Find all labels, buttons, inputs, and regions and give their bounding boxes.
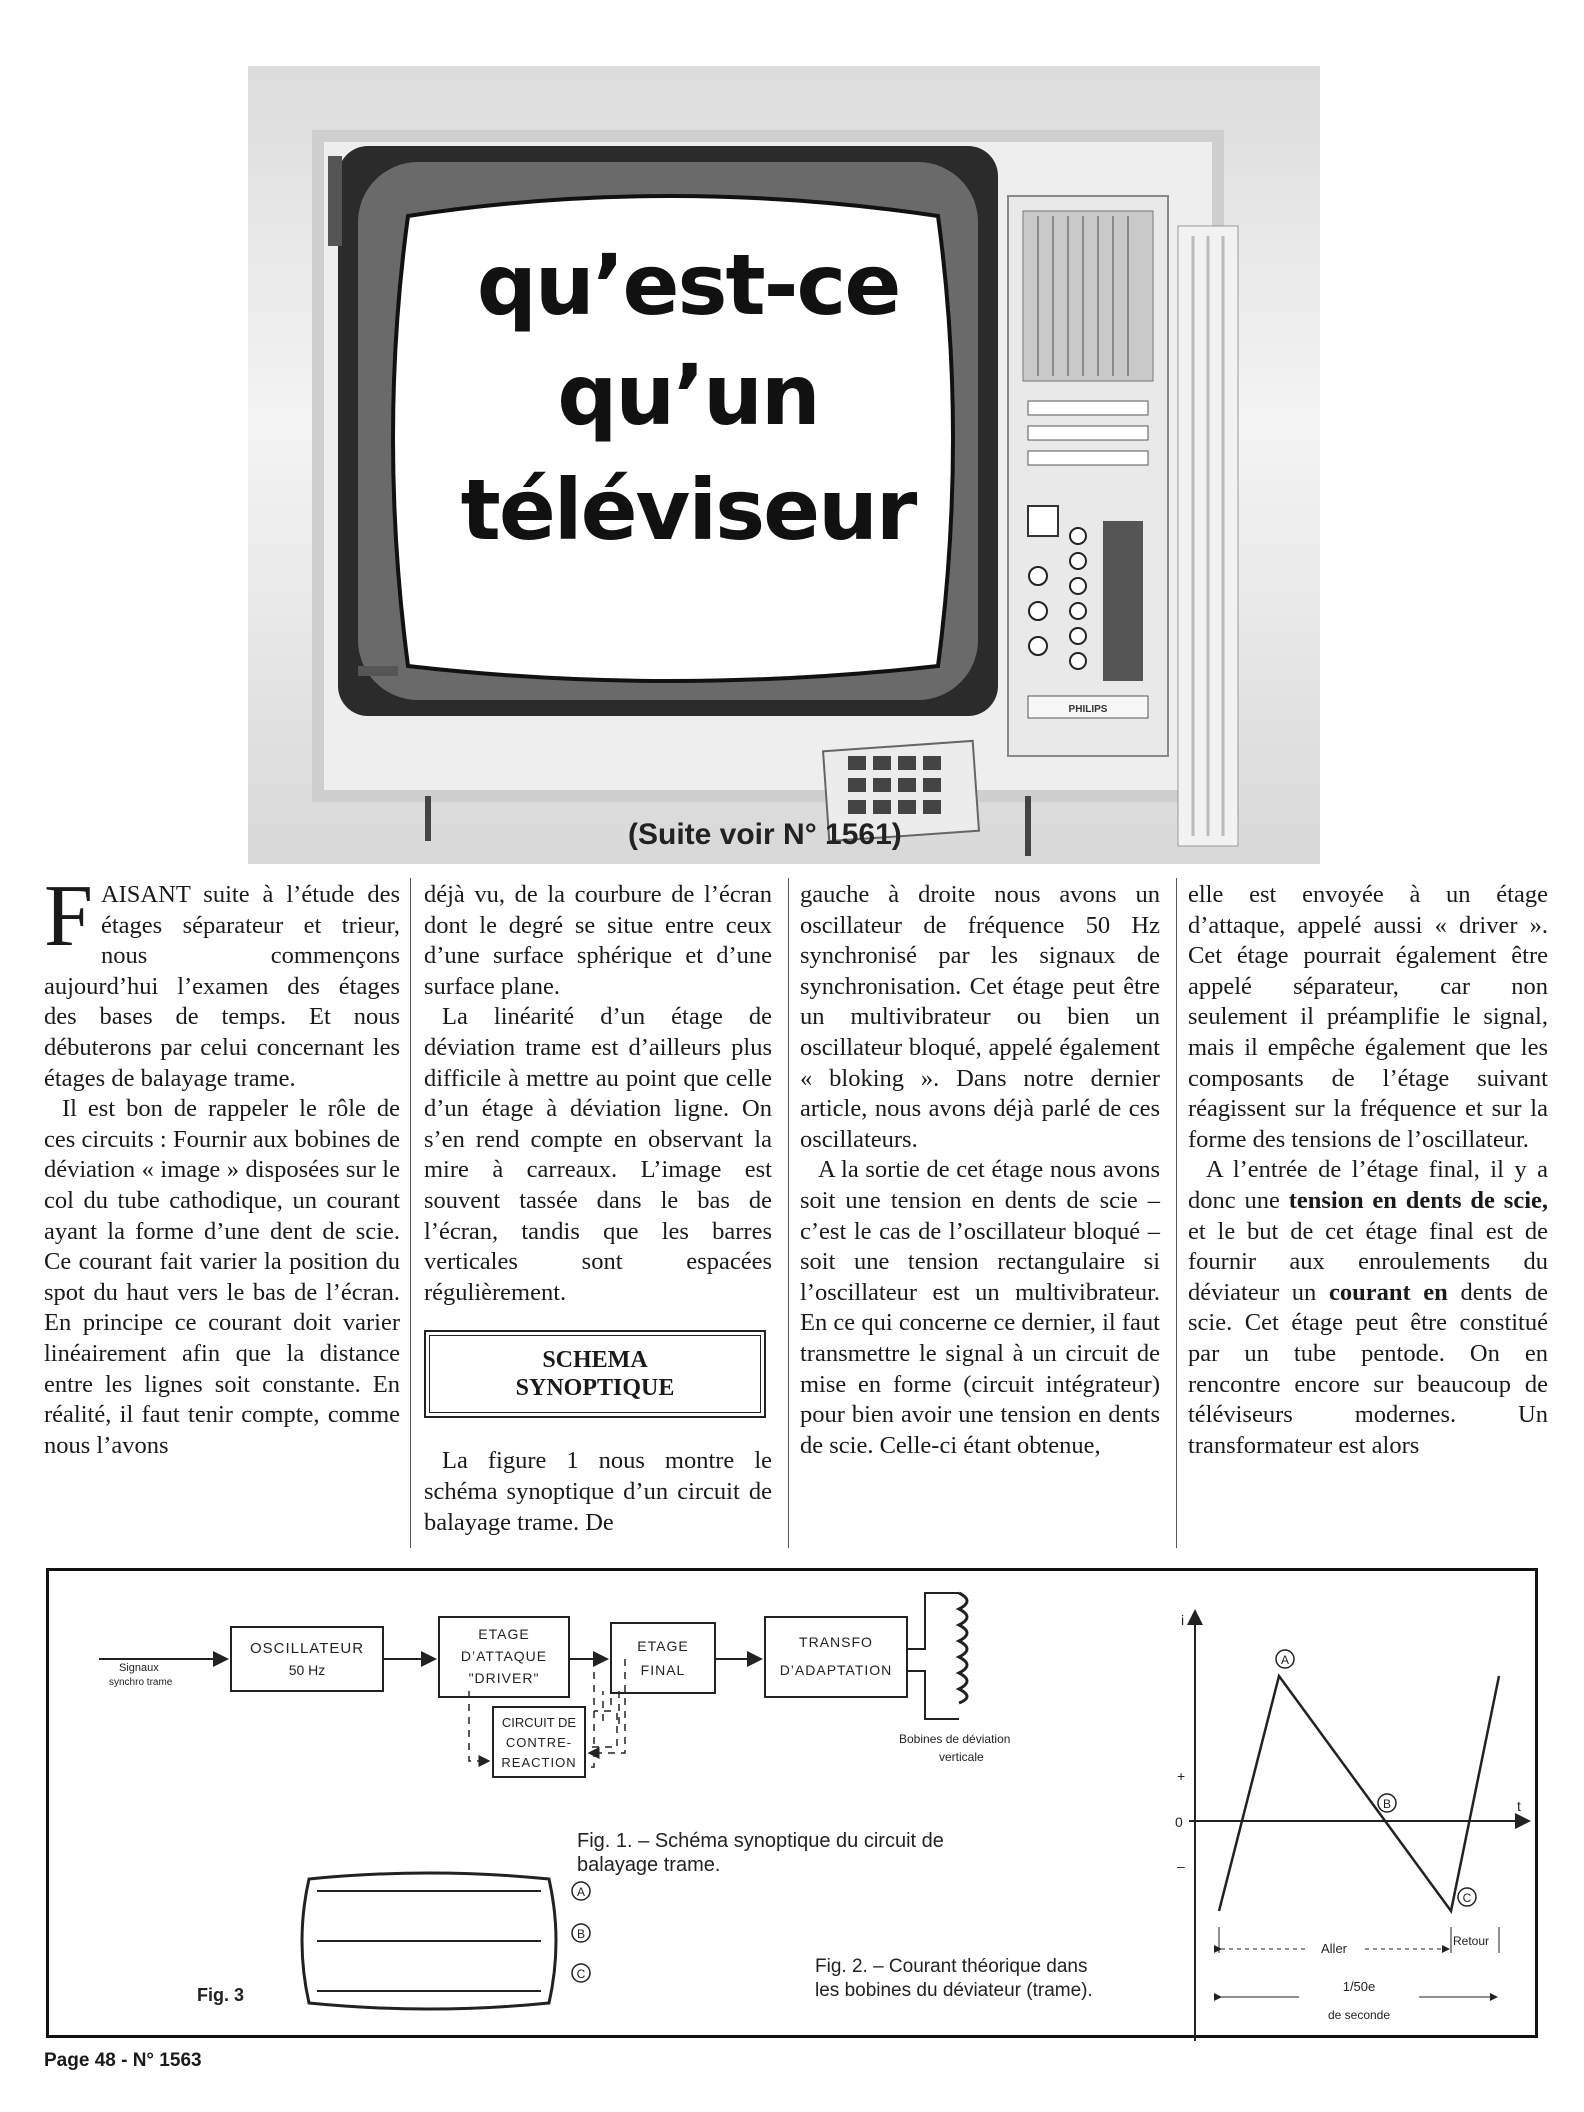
column-divider [1176, 878, 1177, 1548]
paragraph: elle est envoyée à un étage d’attaque, appelé aussi « driver ». Cet étage pourrait également être appelé séparateur, car non seulement il préamplifie le signal, mais il empêche également que les composants de l’étage suivant réagissent sur la fréquence et sur la forme des tensions de l’oscillateur. [1188, 881, 1548, 1153]
column-divider [788, 878, 789, 1548]
fig2-retour: Retour [1453, 1934, 1490, 1948]
hero-photo [248, 66, 1320, 864]
fig1-coils-label: verticale [939, 1750, 984, 1764]
fig2-zero: 0 [1175, 1814, 1183, 1830]
fig1-feedback-label: REACTION [501, 1755, 577, 1770]
fig2-point-b: B [1382, 1797, 1392, 1811]
article-column-2 [424, 880, 772, 1538]
fig1-driver-label: "DRIVER" [468, 1670, 540, 1686]
fig2-axis-t: t [1517, 1798, 1521, 1814]
brand-label: PHILIPS [1068, 704, 1108, 715]
fig1-coils-label: Bobines de déviation [899, 1732, 1011, 1746]
fig1-input-label: Signaux [119, 1662, 159, 1674]
paragraph: déjà vu, de la courbure de l’écran dont le degré se situe entre ceux d’une surface sphérique et d’une surface plane. [424, 881, 772, 1000]
fig1-diagram [99, 1593, 1010, 1777]
slider-controls [1028, 401, 1148, 465]
section-heading-box [424, 1330, 766, 1418]
paragraph: gauche à droite nous avons un oscillateur de fréquence 50 Hz synchronisé par les signaux de synchronisation. Cet étage peut être un multivibrateur ou bien un oscillateur bloqué, appelé également « bloking ». Dans notre dernier article, nous avons déjà parlé de ces oscillateurs. [800, 881, 1160, 1153]
page-footer: Page 48 - N° 1563 [44, 2050, 202, 2071]
fig2-aller: Aller [1321, 1941, 1348, 1956]
fig2-plus: + [1177, 1768, 1186, 1784]
fig3-screen [197, 1873, 590, 2009]
fig1-driver-label: D’ATTAQUE [460, 1648, 548, 1664]
paragraph: La linéarité d’un étage de déviation trame est d’ailleurs plus difficile à mettre au point que celle d’un étage à déviation ligne. On s’en rend compte en observant la mire à carreaux. L’image est souvent tassée dans le bas de l’écran, tandis que les barres verticales sont espacées régulièrement. [424, 1003, 772, 1306]
hero-title-line-3: téléviseur [460, 461, 916, 559]
fig2-sawtooth-line [1219, 1676, 1499, 1911]
fig2-period: de seconde [1327, 2008, 1391, 2022]
fig1-transfo-label: TRANSFO [799, 1634, 873, 1650]
paragraph: Il est bon de rappeler le rôle de ces circuits : Fournir aux bobines de déviation « image » disposées sur le col du tube cathodique, un courant ayant la forme d’une dent de scie. Ce courant fait varier la position du spot du haut vers le bas de l’écran. En principe ce courant doit varier linéairement afin que la distance entre les lignes soit constante. En réalité, il faut tenir compte, comme nous l’avons [44, 1095, 400, 1459]
fig2-point-a: A [1280, 1653, 1290, 1667]
figures-svg [49, 1571, 1541, 2041]
fig3-label: Fig. 3 [197, 1985, 245, 2005]
hero-title-line-2: qu’un [557, 346, 819, 444]
drop-cap: F [44, 868, 93, 965]
fig2-axis-i: i [1181, 1612, 1185, 1628]
fig1-final-box [611, 1623, 715, 1693]
fig3-point-label: B [576, 1927, 586, 1941]
fig1-oscillator-label: OSCILLATEUR [249, 1640, 365, 1657]
fig1-transfo-label: D’ADAPTATION [779, 1662, 893, 1678]
fig2-minus: – [1177, 1858, 1185, 1874]
fig1-coil [959, 1593, 967, 1703]
figures-frame [46, 1568, 1538, 2038]
article-column-4 [1188, 880, 1548, 1461]
paragraph: A l’entrée de l’étage final, il y a donc une tension en dents de scie, et le but de cet étage final est de fournir aux enroulements du déviateur un courant en dents de scie. Cet étage peut être constitué par un tube pentode. On en rencontre encore sur beaucoup de téléviseurs modernes. Un transformateur est alors [1188, 1156, 1548, 1459]
fig1-final-label: FINAL [640, 1662, 686, 1678]
paragraph: La figure 1 nous montre le schéma synoptique d’un circuit de balayage trame. De [424, 1447, 772, 1536]
fig2-caption: Fig. 2. – Courant théorique dans les bobines du déviateur (trame). [815, 1956, 1093, 2001]
fig1-input-label: synchro trame [109, 1677, 173, 1688]
fig2-point-c: C [1462, 1891, 1472, 1905]
fig1-oscillator-label: 50 Hz [288, 1662, 326, 1678]
section-heading: SYNOPTIQUE [515, 1375, 675, 1402]
fig1-feedback-label: CIRCUIT DE [501, 1715, 577, 1730]
paragraph: A la sortie de cet étage nous avons soit une tension en dents de scie – c’est le cas de l’oscillateur bloqué – soit une tension rectangulaire si l’oscillateur est un multivibrateur. En ce qui concerne ce dernier, il faut transmettre le signal à un circuit de mise en forme (circuit intégrateur) pour bien avoir une tension en dents de scie. Celle-ci étant obtenue, [800, 1156, 1160, 1459]
column-divider [410, 878, 411, 1548]
article-column-3 [800, 880, 1160, 1461]
fig1-transfo-box [765, 1617, 907, 1697]
fig1-oscillator-box [231, 1627, 383, 1691]
fig2-chart [1175, 1611, 1529, 2041]
hero-title-line-1: qu’est-ce [476, 236, 900, 334]
section-heading: SCHEMA [542, 1347, 648, 1374]
fig1-final-label: ETAGE [637, 1638, 689, 1654]
fig1-caption: Fig. 1. – Schéma synoptique du circuit de balayage trame. [577, 1830, 944, 1876]
fig1-driver-label: ETAGE [478, 1626, 530, 1642]
speaker-grille [1023, 211, 1153, 381]
fig1-feedback-label: CONTRE- [505, 1735, 573, 1750]
fig3-point-label: A [576, 1885, 586, 1899]
fig3-point-label: C [576, 1967, 586, 1981]
suite-caption: (Suite voir N° 1561) [628, 818, 902, 851]
fig2-period: 1/50e [1342, 1979, 1376, 1994]
paragraph: FAISANT suite à l’étude des étages séparateur et trieur, nous commençons aujourd’hui l’examen des étages des bases de temps. Et nous débuterons par celui concernant les étages de balayage trame. [44, 868, 400, 1092]
article-column-1 [44, 868, 400, 1461]
